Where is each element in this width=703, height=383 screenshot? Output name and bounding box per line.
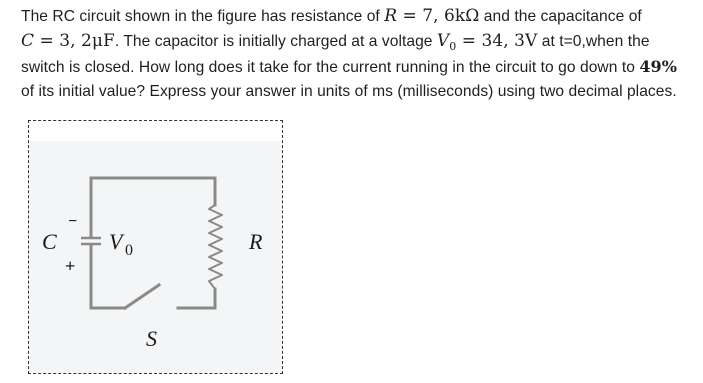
circuit-figure-frame xyxy=(28,120,283,374)
voltage-symbol: V xyxy=(436,31,450,51)
rc-circuit-diagram xyxy=(29,121,282,373)
voltage-subscript: 0 xyxy=(449,40,457,54)
question-line-2 xyxy=(21,29,697,54)
question-line-3 xyxy=(21,54,697,79)
question-text-segment: and the capacitance of xyxy=(479,8,642,25)
question-line-1 xyxy=(21,4,697,29)
voltage-label: V xyxy=(109,229,123,254)
resistance-value: = 7, 6kΩ xyxy=(397,6,480,26)
percent-value: 49% xyxy=(639,57,677,76)
voltage-value: = 34, 3V xyxy=(456,31,538,51)
capacitor-label: C xyxy=(42,229,57,254)
switch-label: S xyxy=(146,326,157,351)
plus-sign: + xyxy=(65,256,76,276)
resistance-symbol: R xyxy=(384,6,398,26)
minus-sign: − xyxy=(68,213,78,230)
question-text-segment: of its initial value? Express your answer in units of ms (milliseconds) using two decimal places. xyxy=(21,83,677,100)
question-line-4 xyxy=(21,79,697,104)
resistor-label: R xyxy=(249,229,263,254)
question-text-segment: . The capacitor is initially charged at a voltage xyxy=(114,33,437,50)
capacitance-symbol: C xyxy=(21,31,35,51)
voltage-label-subscript: 0 xyxy=(125,242,133,259)
question-text xyxy=(21,4,697,104)
question-text-segment: switch is closed. How long does it take for the current running in the circuit to go down to xyxy=(21,59,640,76)
capacitance-value: = 3, 2μF xyxy=(34,31,115,51)
question-text-segment: The RC circuit shown in the figure has resistance of xyxy=(21,8,385,25)
question-text-segment: at t=0,when the xyxy=(537,33,650,50)
